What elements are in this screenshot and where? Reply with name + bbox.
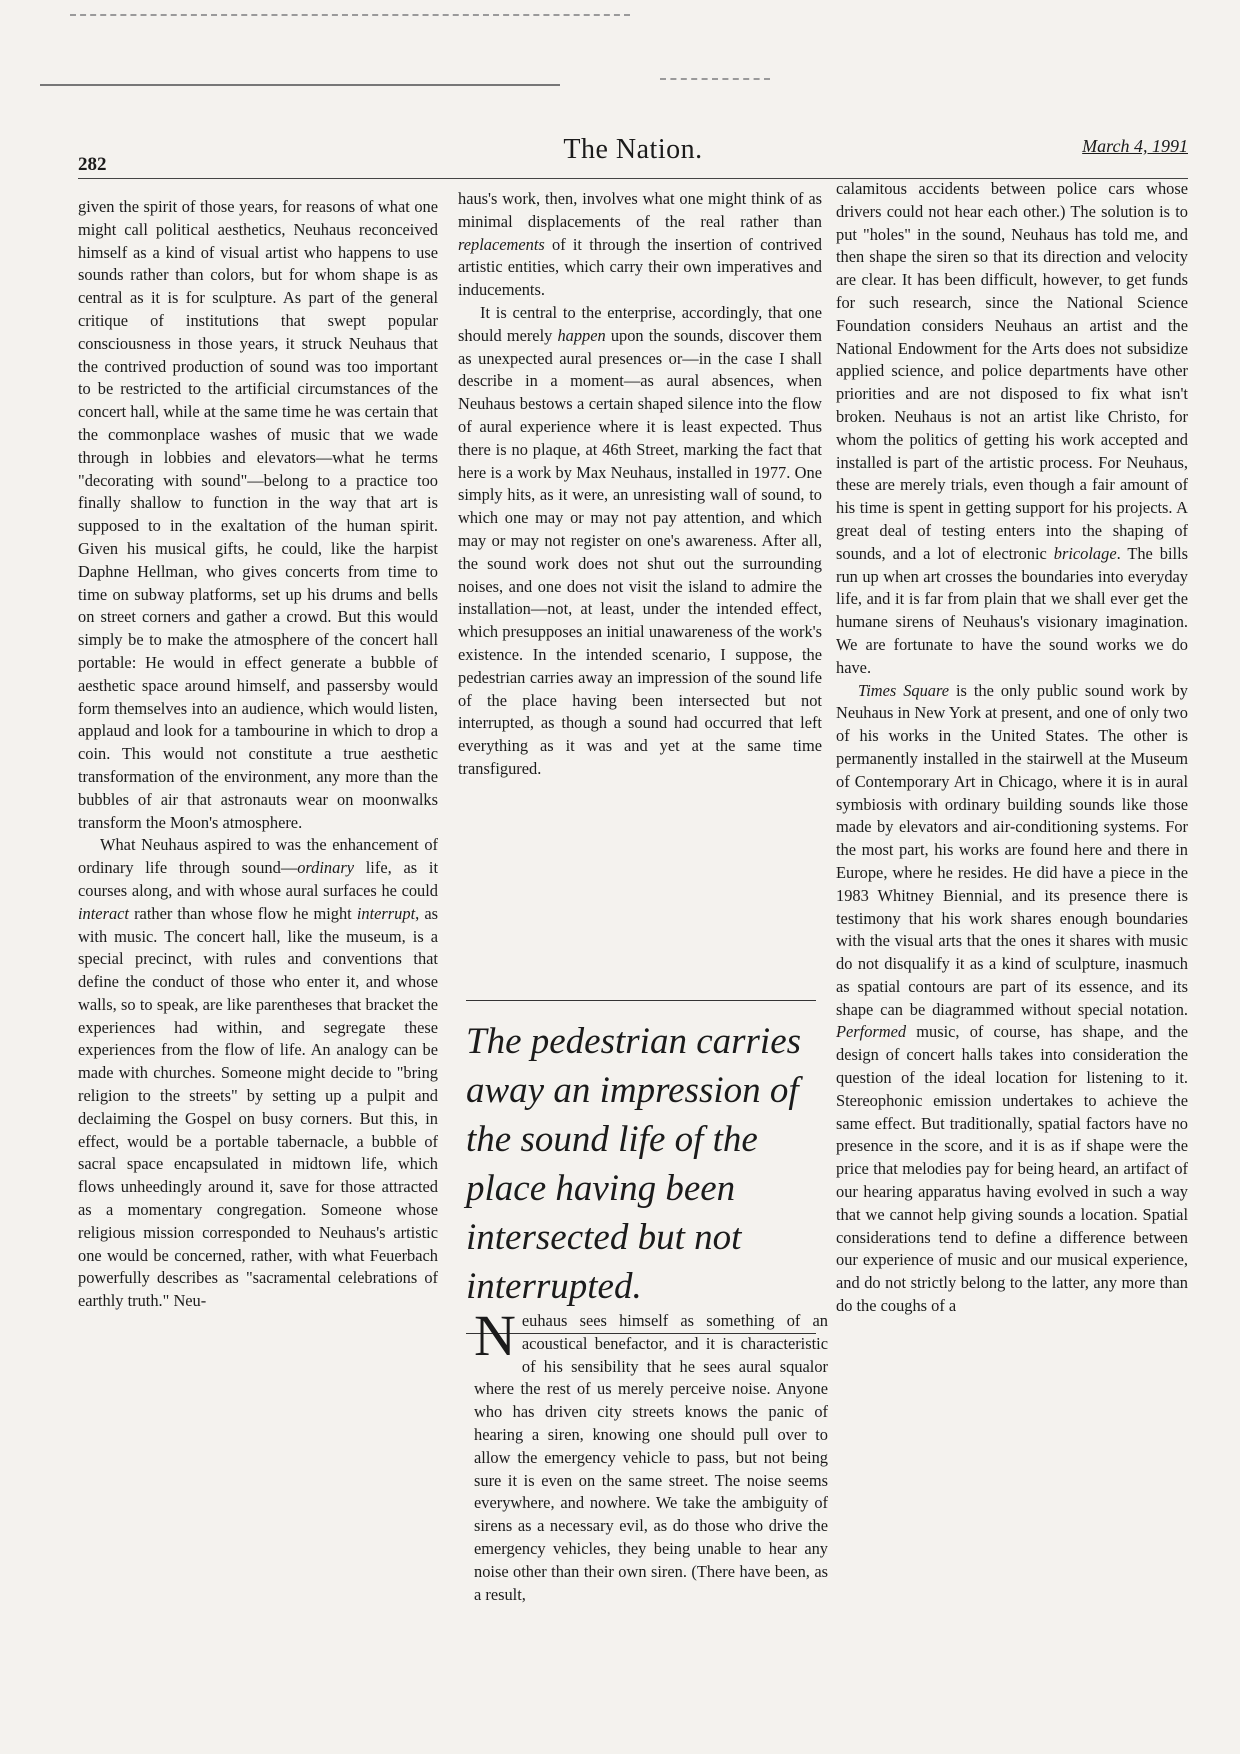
pull-quote-rule [466,1000,816,1001]
page-number: 282 [78,154,107,175]
pull-quote-text: The pedestrian carries away an impression of the sound life of the place having been intersected but not interrupted. [466,1021,802,1307]
column-3 [836,178,1188,1318]
paragraph: given the spirit of those years, for reasons of what one might call political aesthetics, Neuhaus reconceived himself as a kind of visual artist who happens to use sounds rather than colors, but for whom shape is as central as it is for sculpture. As part of the general critique of institutions that swept popular consciousness in those years, it struck Neuhaus that the contrived production of sound was too important to be restricted to the artificial circumstances of the concert hall, while at the same time he was certain that the commonplace washes of music that we wade through in lobbies and elevators—what he terms "decorating with sound"—belong to a practice too finally shallow to function in the way that art is supposed to in the exaltation of the human spirit. Given his musical gifts, he could, like the harpist Daphne Hellman, who gives concerts from time to time on subway platforms, set up his drums and bells on street corners and gather a crowd. But this would simply be to make the atmosphere of the concert hall portable: He would in effect generate a bubble of aesthetic space around himself, and passersby would form themselves into an audience, which would listen, applaud and look for a tambourine in which to drop a coin. This would not constitute a true aesthetic transformation of the environment, any more than the bubbles of air that astronauts wear on moonwalks transform the Moon's atmosphere. [78,197,438,832]
column-2-continued [474,1303,828,1606]
page-header [78,128,1188,178]
scan-artifact-line [70,14,630,16]
scan-artifact-line [40,84,560,86]
paragraph: Times Square is the only public sound work by Neuhaus in New York at present, and one of only two of his works in the United States. The other is permanently installed in the stairwell at the Museum of Contemporary Art in Chicago, where it is in aural symbiosis with ordinary building sounds like those made by elevators and air-conditioning systems. For the most part, his works are found here and there in Europe, where he resides. He did have a piece in the 1983 Whitney Biennial, and its presence there is testimony that his work shares enough boundaries with the visual arts that the ones it shares with music do not disqualify it as a kind of sculpture, inasmuch as spatial contours are part of its essence, and its shape can be diagrammed without special notation. Performed music, of course, has shape, and the design of concert halls takes into consideration the question of the ideal location for listening to it. Stereophonic emission undertakes to achieve the same effect. But traditionally, spatial factors have no presence in the score, and it is as if shape were the price that melodies pay for being heard, an artifact of our hearing apparatus having evolved in such a way that we cannot help giving sounds a location. Spatial considerations tend to define a difference between our experience of music and our musical experience, and do not strictly belong to the latter, any more than do the coughs of a [836,680,1188,1316]
pull-quote [466,1000,816,1334]
paragraph: Neuhaus sees himself as something of an acoustical benefactor, and it is characteristic of his sensibility that he sees aural squalor where the rest of us merely perceive noise. Anyone who has driven city streets knows the panic of hearing a siren, knowing one should pull over to allow the emergency vehicle to pass, but not being sure it is even on the same street. The noise seems everywhere, and nowhere. We take the ambiguity of sirens as a necessary evil, as do those who drive the emergency vehicles, they being unable to hear any noise other than their own siren. (There have been, as a result, [474,1303,828,1604]
scan-artifact-line [660,78,770,80]
paragraph: calamitous accidents between police cars whose drivers could not hear each other.) The solution is to put "holes" in the sound, Neuhaus has told me, and then shape the siren so that its direction and velocity are clear. It has been difficult, however, to get funds for such research, since the National Science Foundation considers Neuhaus an artist and the National Endowment for the Arts does not subsidize applied science, and police departments have other priorities and are not disposed to fix what isn't broken. Neuhaus is not an artist like Christo, for whom the politics of getting his work accepted and installed is part of the artistic process. For Neuhaus, these are merely trials, even though a fair amount of his time is spent in getting support for his projects. A great deal of testing enters into the shaping of sounds, and a lot of electronic bricolage. The bills run up when art crosses the boundaries into everyday life, and it is far from plain that we shall ever get the humane sirens of Neuhaus's visionary imagination. We are fortunate to have the sound works we do have. [836,179,1189,677]
column-2 [458,188,822,781]
issue-date: March 4, 1991 [1082,136,1188,156]
masthead: The Nation. [563,134,703,165]
paragraph: haus's work, then, involves what one might think of as minimal displacements of the real rather than replacements of it through the insertion of contrived artistic entities, which carry their own imperatives and inducements. [458,189,822,300]
column-1 [78,196,438,1313]
drop-cap: N [474,1303,516,1368]
paragraph: What Neuhaus aspired to was the enhancement of ordinary life through sound—ordinary life, as it courses along, and with whose aural surfaces he could interact rather than whose flow he might interrupt, as with music. The concert hall, like the museum, is a special precinct, with rules and conventions that define the conduct of those who enter it, and whose walls, so to speak, are like parentheses that bracket the experiences had within, and segregate these experiences from the flow of life. An analogy can be made with churches. Someone might decide to "bring religion to the streets" by setting up a pulpit and declaiming the Gospel on busy corners. But this, in effect, would be a portable tabernacle, a bubble of sacral space encapsulated in midtown life, which flows unheedingly around it, save for those attracted as a momentary congregation. Someone whose religious mission corresponded to Neuhaus's artistic one would be concerned, rather, with what Feuerbach powerfully describes as "sacramental celebrations of earthly truth." Neu- [78,835,438,1311]
paragraph: It is central to the enterprise, accordingly, that one should merely happen upon the sounds, discover them as unexpected aural presences or—in the case I shall describe in a moment—as aural absences, when Neuhaus bestows a certain shaped silence into the flow of aural experience where it is least expected. Thus there is no plaque, at 46th Street, marking the fact that here is a work by Max Neuhaus, installed in 1977. One simply hits, as it were, an unresisting wall of sound, to which one may or may not pay attention, and which may or may not register on one's awareness. After all, the sound work does not shut out the surrounding noises, and one does not visit the island to admire the installation—not, at least, under the intended effect, which presupposes an initial unawareness of the work's existence. In the intended scenario, I suppose, the pedestrian carries away an impression of the sound life of the place having been intersected but not interrupted, as though a sound had occurred that left everything as it was and yet at the same time transfigured. [458,302,823,778]
